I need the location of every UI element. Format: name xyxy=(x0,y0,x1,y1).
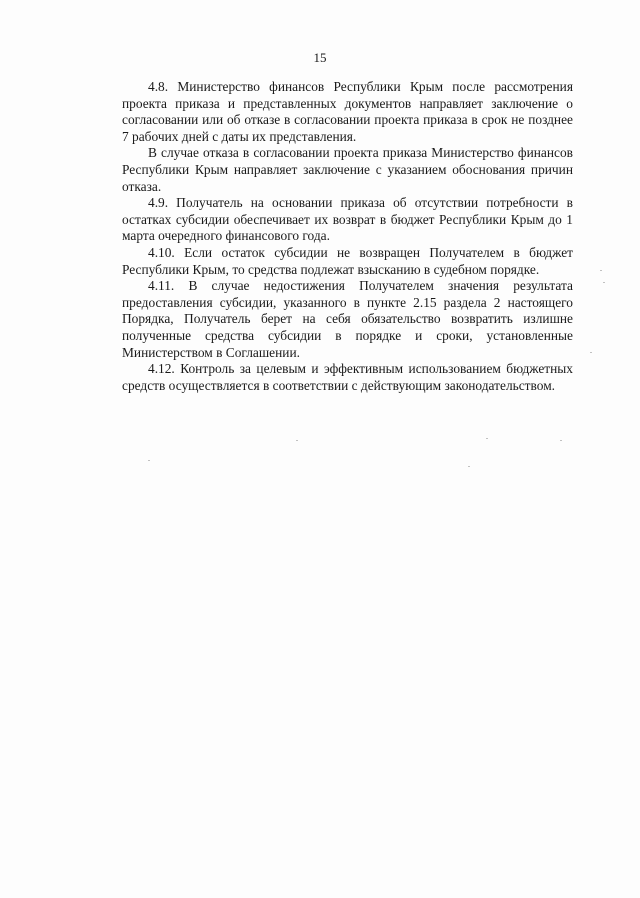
scan-speck xyxy=(148,460,150,461)
scan-speck xyxy=(560,440,562,441)
scan-speck xyxy=(590,352,592,353)
scan-speck xyxy=(486,438,488,439)
scan-speck xyxy=(603,282,605,283)
paragraph-4-8: 4.8. Министерство финансов Республики Крым после рассмотрения проекта приказа и представленных документов направляет заключение о согласовании или об отказе в согласовании проекта приказа в срок не позднее 7 рабочих дней с даты их представления. xyxy=(122,79,573,144)
document-body xyxy=(122,79,573,394)
page-number: 15 xyxy=(313,50,327,65)
scan-speck xyxy=(468,466,470,467)
paragraph-4-11: 4.11. В случае недостижения Получателем значения результата предоставления субсидии, указанного в пункте 2.15 раздела 2 настоящего Порядка, Получатель берет на себя обязательство возвратить излишне полученные средства субсидии в порядке и сроки, установленные Министерством в Соглашении. xyxy=(122,278,573,360)
scan-speck xyxy=(296,440,298,441)
paragraph-4-9: 4.9. Получатель на основании приказа об отсутствии потребности в остатках субсидии обеспечивает их возврат в бюджет Республики Крым до 1 марта очередного финансового года. xyxy=(122,195,573,244)
paragraph-4-10: 4.10. Если остаток субсидии не возвращен Получателем в бюджет Республики Крым, то средства подлежат взысканию в судебном порядке. xyxy=(122,244,573,277)
scan-speck xyxy=(600,270,602,271)
paragraph-4-12: 4.12. Контроль за целевым и эффективным использованием бюджетных средств осуществляется в соответствии с действующим законодательством. xyxy=(122,361,573,393)
paragraph-refusal: В случае отказа в согласовании проекта приказа Министерство финансов Республики Крым направляет заключение с указанием обоснования причин отказа. xyxy=(122,145,573,194)
